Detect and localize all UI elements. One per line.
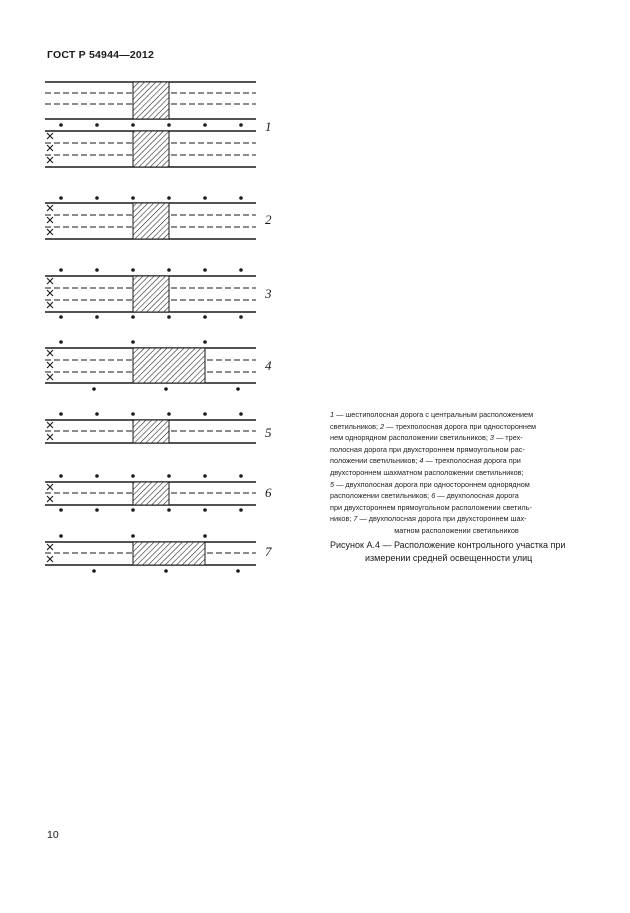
luminaire-dot	[203, 196, 207, 200]
luminaire-dot	[131, 508, 135, 512]
luminaire-dot	[203, 340, 207, 344]
measurement-cross-icon	[47, 290, 53, 296]
luminaire-dot	[95, 412, 99, 416]
legend-line: положении светильников; 4 — трехполосная дорога при	[330, 456, 521, 466]
luminaire-dot	[203, 534, 207, 538]
luminaire-dot	[59, 196, 63, 200]
control-area	[133, 276, 169, 312]
luminaire-dot	[203, 315, 207, 319]
luminaire-dot	[236, 569, 240, 573]
measurement-cross-icon	[47, 217, 53, 223]
luminaire-dot	[59, 123, 63, 127]
measurement-cross-icon	[47, 434, 53, 440]
measurement-cross-icon	[47, 374, 53, 380]
luminaire-dot	[59, 268, 63, 272]
measurement-cross-icon	[47, 544, 53, 550]
luminaire-dot	[239, 315, 243, 319]
row-number-label: 1	[265, 119, 272, 134]
luminaire-dot	[239, 412, 243, 416]
luminaire-dot	[95, 268, 99, 272]
row-number-label: 3	[265, 286, 272, 301]
document-header: ГОСТ Р 54944—2012	[47, 49, 155, 61]
luminaire-dot	[95, 123, 99, 127]
measurement-cross-icon	[47, 556, 53, 562]
luminaire-dot	[239, 268, 243, 272]
figure-legend	[330, 409, 583, 537]
legend-line: двухстороннем шахматном расположении светильников;	[330, 467, 524, 477]
luminaire-dot	[203, 474, 207, 478]
diagram-row	[45, 474, 272, 512]
luminaire-dot	[203, 268, 207, 272]
control-area	[133, 203, 169, 239]
luminaire-dot	[131, 340, 135, 344]
luminaire-dot	[95, 474, 99, 478]
luminaire-dot	[167, 196, 171, 200]
luminaire-dot	[59, 474, 63, 478]
legend-line: светильников; 2 — трехполосная дорога при одностороннем	[330, 421, 537, 431]
measurement-cross-icon	[47, 350, 53, 356]
luminaire-dot	[203, 412, 207, 416]
control-area	[133, 82, 169, 119]
luminaire-dot	[95, 196, 99, 200]
luminaire-dot	[239, 508, 243, 512]
measurement-cross-icon	[47, 362, 53, 368]
control-area	[133, 420, 169, 443]
legend-line: при двухстороннем прямоугольном расположении светиль-	[330, 502, 532, 512]
luminaire-dot	[95, 508, 99, 512]
luminaire-dot	[59, 315, 63, 319]
diagram-row	[45, 412, 272, 443]
control-area	[133, 482, 169, 505]
luminaire-dot	[59, 534, 63, 538]
luminaire-dot	[167, 508, 171, 512]
luminaire-dot	[203, 508, 207, 512]
measurement-cross-icon	[47, 302, 53, 308]
row-number-label: 5	[265, 425, 272, 440]
luminaire-dot	[167, 315, 171, 319]
luminaire-dot	[131, 315, 135, 319]
control-area	[133, 348, 205, 383]
caption-line-2: измерении средней освещенности улиц	[365, 552, 533, 563]
luminaire-dot	[59, 340, 63, 344]
caption-line-1: Рисунок А.4 — Расположение контрольного участка при	[330, 540, 566, 550]
luminaire-dot	[131, 534, 135, 538]
row-number-label: 7	[265, 544, 272, 559]
legend-line: полосная дорога при двухстороннем прямоугольном рас-	[330, 444, 525, 454]
luminaire-dot	[59, 508, 63, 512]
luminaire-dot	[131, 474, 135, 478]
measurement-cross-icon	[47, 278, 53, 284]
luminaire-dot	[239, 474, 243, 478]
measurement-cross-icon	[47, 145, 53, 151]
diagram-row	[45, 534, 272, 573]
luminaire-dot	[131, 268, 135, 272]
page-number: 10	[47, 829, 59, 841]
luminaire-dot	[164, 387, 168, 391]
legend-line: 5 — двухполосная дорога при одностороннем однорядном	[330, 479, 530, 489]
diagram-row	[45, 196, 272, 239]
legend-line: 1 — шестиполосная дорога с центральным расположением	[330, 410, 534, 419]
row-number-label: 4	[265, 358, 272, 373]
luminaire-dot	[95, 315, 99, 319]
luminaire-dot	[239, 196, 243, 200]
diagram-row	[45, 268, 272, 319]
measurement-cross-icon	[47, 229, 53, 235]
luminaire-dot	[167, 474, 171, 478]
luminaire-dot	[92, 569, 96, 573]
luminaire-dot	[167, 268, 171, 272]
legend-line: ников; 7 — двухполосная дорога при двухстороннем шах-	[330, 514, 527, 524]
measurement-cross-icon	[47, 484, 53, 490]
row-number-label: 2	[265, 212, 272, 227]
luminaire-dot	[131, 412, 135, 416]
luminaire-dot	[92, 387, 96, 391]
diagram-rows	[45, 82, 272, 573]
control-area	[133, 542, 205, 565]
figure-caption	[330, 539, 585, 564]
luminaire-dot	[236, 387, 240, 391]
legend-line: расположении светильников; 6 — двухполосная дорога	[330, 491, 519, 501]
measurement-cross-icon	[47, 496, 53, 502]
luminaire-dot	[167, 123, 171, 127]
row-number-label: 6	[265, 485, 272, 500]
luminaire-dot	[203, 123, 207, 127]
luminaire-dot	[59, 412, 63, 416]
control-area	[133, 131, 169, 167]
luminaire-dot	[239, 123, 243, 127]
legend-line: нем однорядном расположении светильников; 3 — трех-	[330, 433, 523, 443]
luminaire-dot	[164, 569, 168, 573]
luminaire-dot	[131, 196, 135, 200]
measurement-cross-icon	[47, 157, 53, 163]
diagram-row	[45, 340, 272, 391]
luminaire-dot	[167, 412, 171, 416]
measurement-cross-icon	[47, 205, 53, 211]
measurement-cross-icon	[47, 422, 53, 428]
measurement-cross-icon	[47, 133, 53, 139]
diagram-row	[45, 82, 272, 167]
luminaire-dot	[131, 123, 135, 127]
legend-line: матном расположении светильников	[394, 525, 519, 535]
